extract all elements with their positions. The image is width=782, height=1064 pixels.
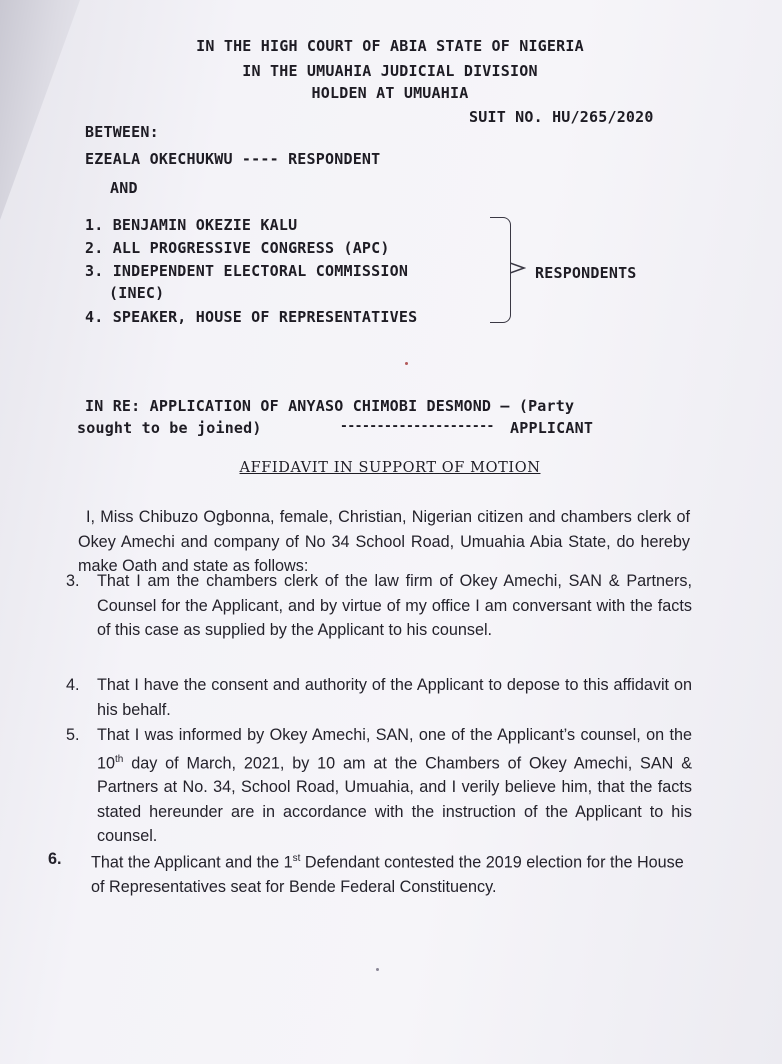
superscript: st <box>292 853 301 864</box>
court-division: IN THE UMUAHIA JUDICIAL DIVISION <box>242 62 538 80</box>
item-text-part: That the Applicant and the 1 <box>91 853 293 872</box>
between-label: BETWEEN: <box>85 123 159 141</box>
item-number: 4. <box>66 676 80 694</box>
page-fold-shadow <box>0 0 80 220</box>
respondents-brace <box>490 217 511 323</box>
ink-speck <box>376 968 379 971</box>
in-re-line: IN RE: APPLICATION OF ANYASO CHIMOBI DESMOND – (Party <box>85 397 575 415</box>
respondent-2: 2. ALL PROGRESSIVE CONGRESS (APC) <box>85 239 390 257</box>
applicant-label: APPLICANT <box>510 419 594 437</box>
list-item <box>66 569 692 643</box>
superscript: th <box>115 753 124 765</box>
ink-speck <box>405 362 408 365</box>
respondent-3: 3. INDEPENDENT ELECTORAL COMMISSION <box>85 262 409 280</box>
brace-tip <box>510 262 526 274</box>
respondent-1: 1. BENJAMIN OKEZIE KALU <box>85 216 298 234</box>
and-label: AND <box>110 179 138 197</box>
list-item <box>66 673 692 722</box>
item-text <box>97 723 692 849</box>
affidavit-title: AFFIDAVIT IN SUPPORT OF MOTION <box>239 460 541 476</box>
item-text-part: Defendant contested the 2019 election for the House of Representatives seat for Bende Federal Constituency. <box>91 853 684 896</box>
item-text: That I have the consent and authority of the Applicant to depose to this affidavit on his behalf. <box>97 676 692 719</box>
claimant-line: EZEALA OKECHUKWU ---- RESPONDENT <box>85 150 381 168</box>
item-number: 6. <box>48 850 62 868</box>
intro-paragraph: I, Miss Chibuzo Ogbonna, female, Christian, Nigerian citizen and chambers clerk of Okey Amechi and company of No 34 School Road, Umuahia Abia State, do hereby make Oath and state as follows: <box>78 508 690 575</box>
list-item <box>48 847 688 899</box>
item-number: 3. <box>66 572 80 590</box>
list-item <box>66 723 692 849</box>
suit-number: SUIT NO. HU/265/2020 <box>469 108 654 126</box>
respondent-4: 4. SPEAKER, HOUSE OF REPRESENTATIVES <box>85 308 418 326</box>
court-venue: HOLDEN AT UMUAHIA <box>311 84 469 102</box>
in-re-dashes: --------------------- <box>340 419 494 434</box>
item-text-part: day of March, 2021, by 10 am at the Chambers of Okey Amechi, SAN & Partners at No. 34, School Road, Umuahia, and I verily believe him, that the facts stated hereunder are in accordance with the instruction of the Applicant to his counsel. <box>97 753 692 846</box>
respondent-3-abbrev: (INEC) <box>109 284 165 302</box>
item-number: 5. <box>66 726 80 744</box>
item-text: That I am the chambers clerk of the law firm of Okey Amechi, SAN & Partners, Counsel for the Applicant, and by virtue of my office I am conversant with the facts of this case as supplied by the Applicant to his counsel. <box>97 572 692 639</box>
court-title: IN THE HIGH COURT OF ABIA STATE OF NIGERIA <box>196 37 584 55</box>
in-re-sought: sought to be joined) <box>77 419 262 437</box>
item-text-part: That I was informed by Okey Amechi, SAN, one of the Applicant’s counsel, on the 10 <box>97 726 692 772</box>
item-text <box>91 847 688 899</box>
respondents-label: RESPONDENTS <box>535 264 637 282</box>
